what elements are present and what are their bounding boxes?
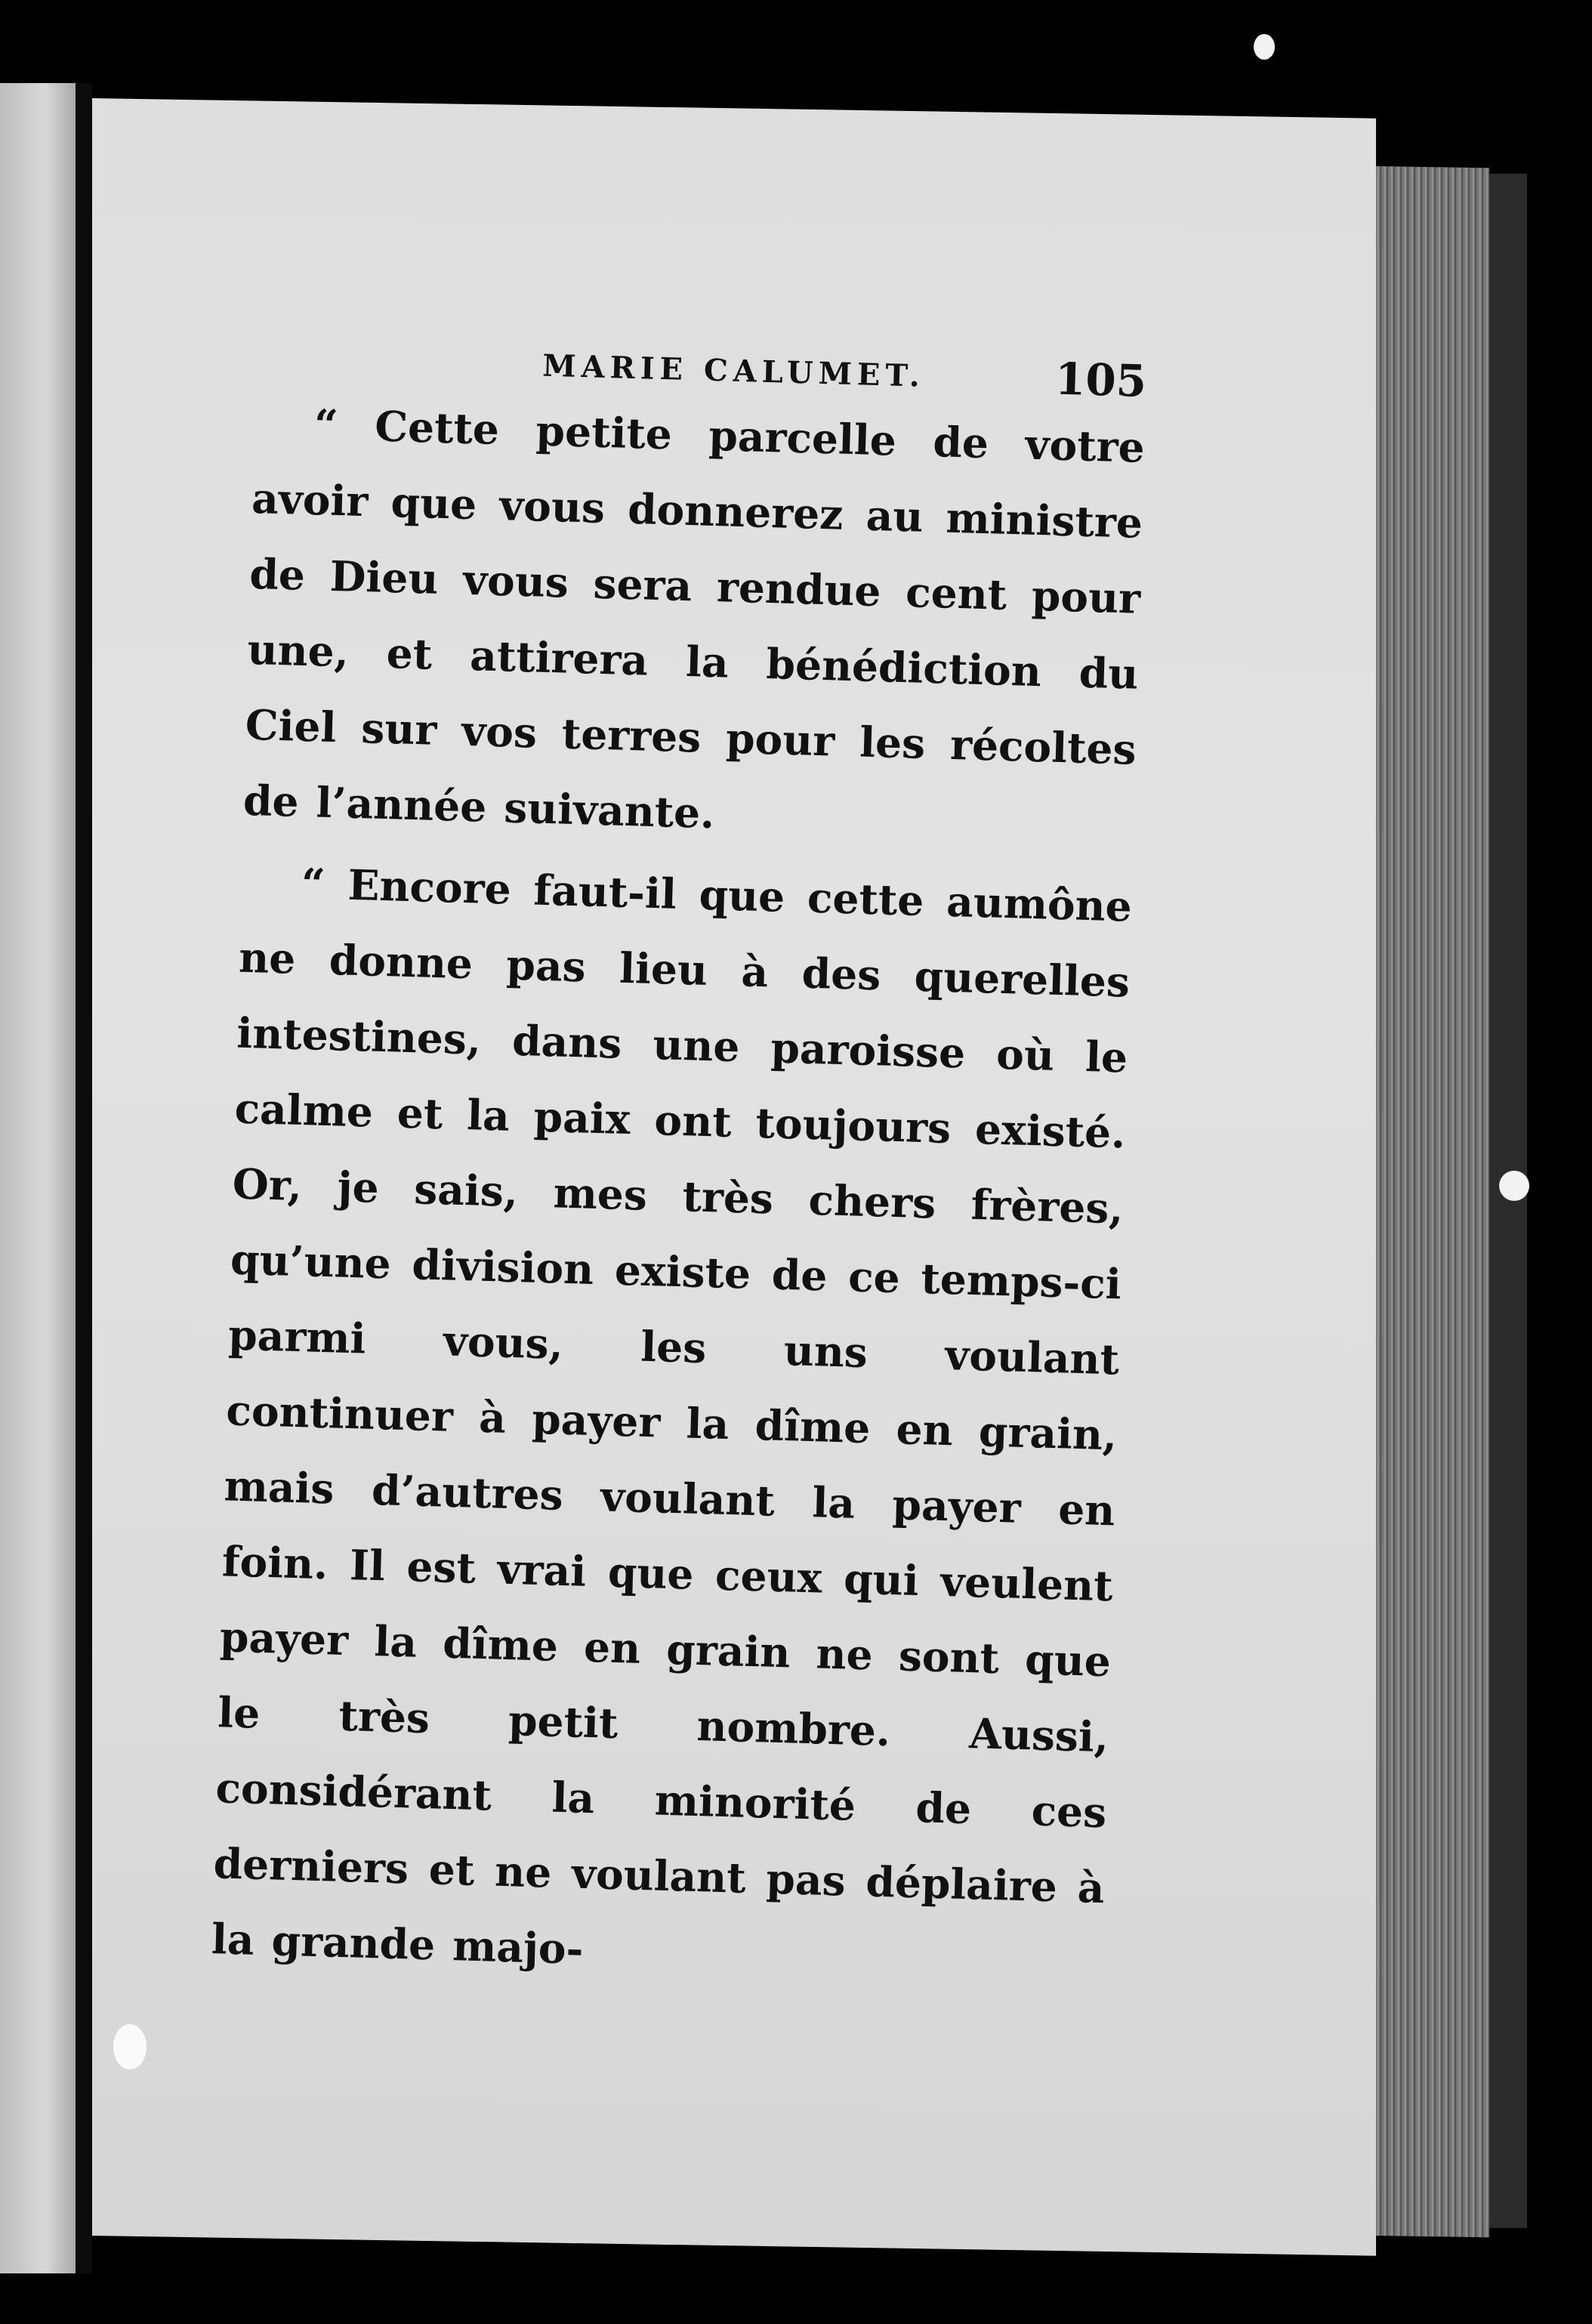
book-cover-edge [1489, 174, 1527, 2228]
paragraph: “ Cette petite parcelle de votre avoir que vous donnerez au ministre de Dieu vous sera rendue cent pour une, et attirera la bénédiction du Ciel sur vos terres pour les récoltes de l’année suivante. [242, 400, 1146, 838]
paragraph: “ Encore faut-il que cette aumône ne donne pas lieu à des querelles intestines, dans une paroisse où le calme et la paix ont toujours existé. Or, je sais, mes très chers frères, qu’une division existe de ce temps-ci parmi vous, les uns voulant continuer à payer la dîme en grain, mais d’autres voulant la payer en foin. Il est vrai que ceux qui veulent payer la dîme en grain ne sont que le très petit nombre. Aussi, considérant la minorité de ces derniers et ne voulant pas déplaire à la grande majo- [211, 858, 1133, 1974]
page-text [211, 317, 1148, 2001]
scan-speck [113, 2024, 147, 2069]
page-stack-edge [1376, 166, 1489, 2237]
book-gutter [76, 83, 92, 2273]
scan-speck [1499, 1171, 1529, 1201]
page-number: 105 [1054, 353, 1148, 407]
previous-page-edge [0, 83, 76, 2273]
scan-speck [1254, 34, 1275, 60]
running-title: MARIE CALUMET. [541, 347, 926, 394]
